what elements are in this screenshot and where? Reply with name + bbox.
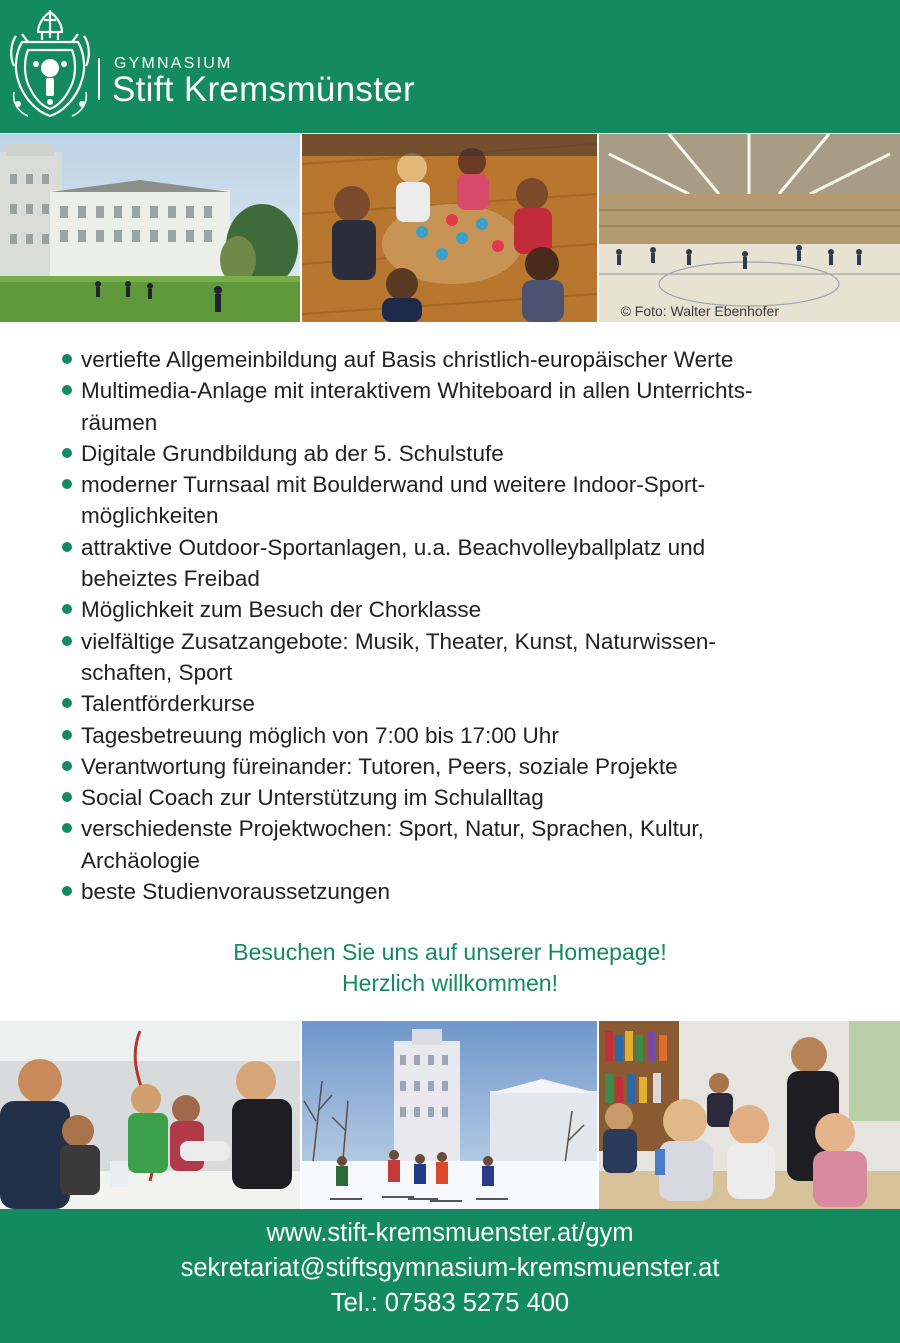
- winter-ski-photo: [302, 1021, 597, 1209]
- top-photo-strip: [0, 134, 900, 322]
- feature-item: Möglichkeit zum Besuch der Chorklasse: [60, 594, 860, 625]
- students-table-photo: [302, 134, 597, 322]
- feature-list: [60, 344, 860, 907]
- invitation-line-1: Besuchen Sie uns auf unserer Homepage!: [233, 939, 667, 965]
- bottom-photo-strip: [0, 1021, 900, 1209]
- website-link[interactable]: www.stift-kremsmuenster.at/gym: [266, 1219, 634, 1247]
- feature-item: möglichkeiten: [81, 503, 219, 529]
- feature-item: Multimedia-Anlage mit interaktivem Whiteboard in allen Unterrichts-: [60, 375, 860, 406]
- feature-item: beheiztes Freibad: [81, 566, 260, 592]
- feature-item: beste Studienvoraussetzungen: [60, 876, 860, 907]
- email-link[interactable]: sekretariat@stiftsgymnasium-kremsmuenster.at: [180, 1254, 720, 1282]
- school-building-photo: [0, 134, 300, 322]
- contact-footer: [0, 1209, 900, 1343]
- feature-item: attraktive Outdoor-Sportanlagen, u.a. Beachvolleyballplatz und: [60, 532, 860, 563]
- classroom-photo: [599, 1021, 900, 1209]
- invitation-text: [0, 937, 900, 999]
- feature-item: Talentförderkurse: [60, 688, 860, 719]
- feature-item: Social Coach zur Unterstützung im Schulalltag: [60, 782, 860, 813]
- feature-item: Archäologie: [81, 847, 200, 873]
- feature-item: Tagesbetreuung möglich von 7:00 bis 17:00 Uhr: [60, 720, 860, 751]
- header-banner: [0, 0, 900, 133]
- brand-subtitle: GYMNASIUM: [114, 55, 233, 72]
- phone-number[interactable]: Tel.: 07583 5275 400: [330, 1289, 570, 1317]
- abbey-crest-logo: [8, 8, 92, 122]
- feature-item: verschiedenste Projektwochen: Sport, Natur, Sprachen, Kultur,: [60, 813, 860, 844]
- invitation-line-2: Herzlich willkommen!: [342, 970, 558, 996]
- feature-item: moderner Turnsaal mit Boulderwand und weitere Indoor-Sport-: [60, 469, 860, 500]
- feature-item: schaften, Sport: [81, 659, 233, 685]
- feature-item: vielfältige Zusatzangebote: Musik, Theater, Kunst, Naturwissen-: [60, 626, 860, 657]
- photo-credit: © Foto: Walter Ebenhofer: [620, 303, 779, 319]
- feature-item: vertiefte Allgemeinbildung auf Basis christlich-europäischer Werte: [60, 344, 860, 375]
- gym-hall-photo: [599, 134, 900, 322]
- brand-name: Stift Kremsmünster: [112, 70, 415, 109]
- science-lab-photo: [0, 1021, 300, 1209]
- feature-item: Verantwortung füreinander: Tutoren, Peers, soziale Projekte: [60, 751, 860, 782]
- feature-item: Digitale Grundbildung ab der 5. Schulstufe: [60, 438, 860, 469]
- brand-divider: [98, 58, 100, 100]
- feature-item: räumen: [81, 409, 158, 435]
